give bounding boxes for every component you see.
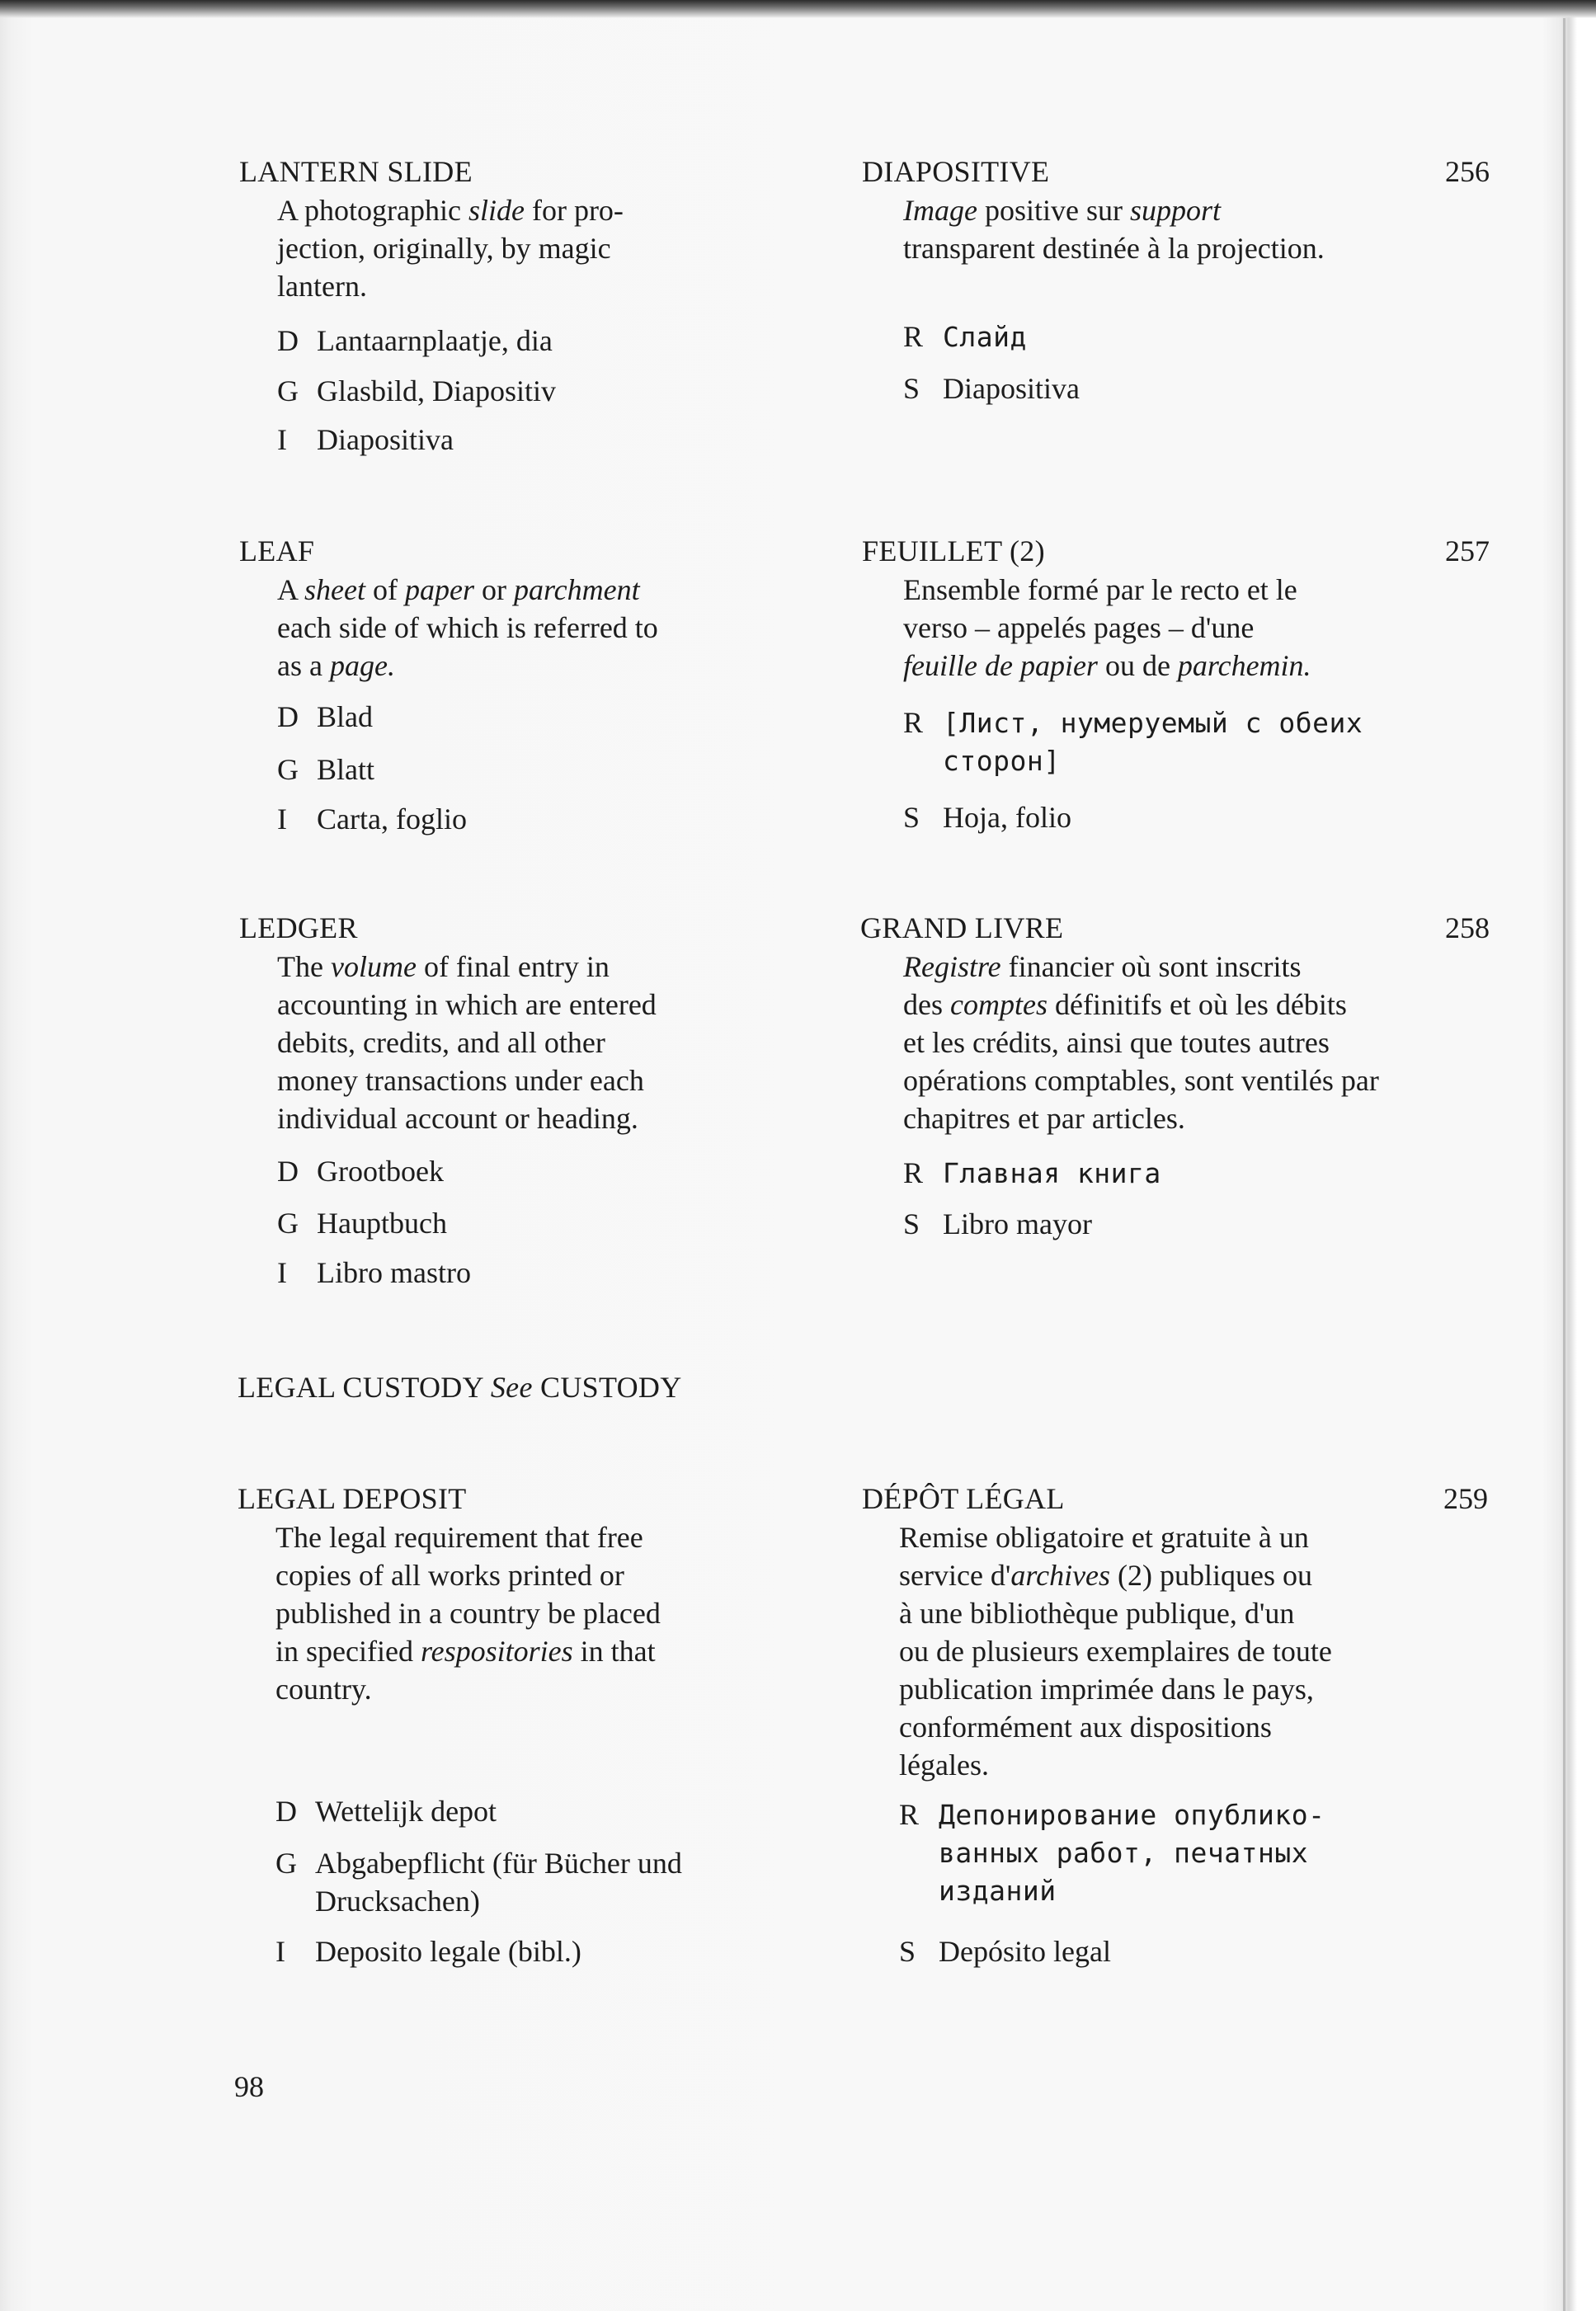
equivalent-german-leaf: G Blatt [277,753,374,786]
entry-term-ledger: LEDGER [239,911,358,944]
equivalent-italian-lantern-slide: I Diapositiva [277,423,454,456]
equivalent-german-ledger: G Hauptbuch [277,1207,447,1240]
definition-legal-deposit: The legal requirement that free copies of all works printed or published in a country be placed in specified respositories in that country. [275,1521,661,1706]
definition-depot-legal: Remise obligatoire et gratuite à un service d'archives (2) publiques ou à une bibliothèque publique, d'un ou de plusieurs exemplaires de toute publication imprimée dans le pays, conformément aux dispositions légales. [899,1521,1332,1781]
entry-number-256: 256 [1445,155,1490,188]
equivalent-italian-legal-deposit: I Deposito legale (bibl.) [275,1935,581,1968]
definition-leaf: A sheet of paper or parchment each side of which is referred to as a page. [277,573,658,682]
entry-term-lantern-slide: LANTERN SLIDE [239,155,473,188]
scan-top-edge [0,0,1596,18]
entry-number-259: 259 [1443,1482,1488,1515]
definition-grand-livre: Registre financier où sont inscrits des comptes définitifs et où les débits et les crédits, ainsi que toutes autres opérations comptables, sont ventilés par chapitres et par articles. [903,950,1379,1135]
equivalent-italian-leaf: I Carta, foglio [277,802,467,835]
equivalent-italian-ledger: I Libro mastro [277,1256,471,1289]
page-binding-edge [1563,18,1565,2311]
equivalent-german-lantern-slide: G Glasbild, Diapositiv [277,374,556,407]
equivalent-russian-diapositive: R Слайд [903,320,1027,353]
entry-term-grand-livre: GRAND LIVRE [860,911,1064,944]
entry-term-diapositive: DIAPOSITIVE [862,155,1050,188]
equivalent-russian-depot-legal: R Депонирование опублико- ванных работ, печатных изданий [899,1798,1325,1907]
equivalent-dutch-ledger: D Grootboek [277,1155,444,1188]
definition-diapositive: Image positive sur support transparent destinée à la projection. [903,194,1325,265]
equivalent-spanish-depot-legal: S Depósito legal [899,1935,1111,1968]
equivalent-russian-feuillet: R [Лист, нумеруемый с обеих сторон] [903,706,1363,777]
equivalent-german-legal-deposit: G Abgabepflicht (für Bücher und Drucksachen) [275,1847,682,1918]
equivalent-dutch-legal-deposit: D Wettelijk depot [275,1795,497,1828]
entry-term-feuillet: FEUILLET (2) [862,534,1045,567]
page-number: 98 [234,2070,264,2103]
definition-feuillet: Ensemble formé par le recto et le verso – appelés pages – d'une feuille de papier ou de parchemin. [903,573,1311,682]
definition-ledger: The volume of final entry in accounting in which are entered debits, credits, and all other money transactions under each individual account or heading. [277,950,657,1135]
definition-lantern-slide: A photographic slide for pro- jection, originally, by magic lantern. [277,194,624,303]
entry-term-leaf: LEAF [239,534,315,567]
entry-number-257: 257 [1445,534,1490,567]
equivalent-spanish-grand-livre: S Libro mayor [903,1207,1092,1240]
entry-term-depot-legal: DÉPÔT LÉGAL [862,1482,1065,1515]
equivalent-russian-grand-livre: R Главная книга [903,1156,1161,1189]
equivalent-dutch-lantern-slide: D Lantaarnplaatje, dia [277,324,553,357]
equivalent-spanish-feuillet: S Hoja, folio [903,801,1071,834]
entry-term-legal-deposit: LEGAL DEPOSIT [238,1482,467,1515]
entry-number-258: 258 [1445,911,1490,944]
cross-reference-legal-custody: LEGAL CUSTODY See CUSTODY [238,1371,682,1404]
equivalent-spanish-diapositive: S Diapositiva [903,372,1080,405]
equivalent-dutch-leaf: D Blad [277,700,373,733]
